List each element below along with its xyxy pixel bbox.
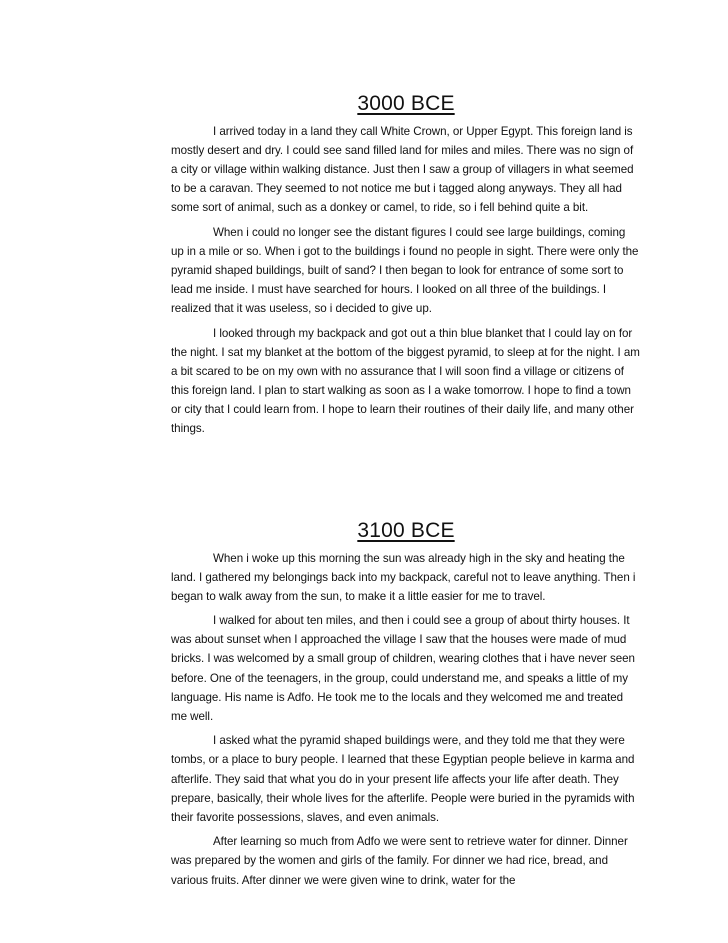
entry-paragraph: When i could no longer see the distant figures I could see large buildings, coming up in a mile or so. When i got to the buildings i found no people in sight. There were only the pyramid shaped buildings, built of sand? I then began to look for entrance of some sort to lead me inside. I must have searched for hours. I looked on all three of the buildings. I realized that it was useless, so i decided to give up. [171,225,639,316]
entry-paragraph: After learning so much from Adfo we were sent to retrieve water for dinner. Dinner was prepared by the women and girls of the family. For dinner we had rice, bread, and various fruits. After dinner we were given wine to drink, water for the [171,835,628,887]
entry-paragraph: I asked what the pyramid shaped buildings were, and they told me that they were tombs, or a place to bury people. I learned that these Egyptian people believe in karma and afterlife. They said that what you do in your present life affects your life after death. They prepare, basically, their whole lives for the afterlife. People were buried in the pyramids with their favorite possessions, slaves, and even animals. [171,734,635,824]
entry-paragraph: I walked for about ten miles, and then i could see a group of about thirty houses. It was about sunset when I approached the village I saw that the houses were made of mud bricks. I was welcomed by a small group of children, wearing clothes that i have never seen before. One of the teenagers, in the group, could understand me, and speaks a little of my language. His name is Adfo. He took me to the locals and they welcomed me and treated me well. [171,614,635,723]
entry-paragraph: I looked through my backpack and got out a thin blue blanket that I could lay on for the night. I sat my blanket at the bottom of the biggest pyramid, to sleep at for the night. I am a bit scared to be on my own with no assurance that I will soon find a village or citizens of this foreign land. I plan to start walking as soon as I a wake tomorrow. I hope to find a town or city that I could learn from. I hope to learn their routines of their daily life, and many other things. [171,326,640,436]
entry-heading: 3000 BCE [357,92,455,115]
entry-paragraph: When i woke up this morning the sun was already high in the sky and heating the land. I gathered my belongings back into my backpack, careful not to leave anything. Then i began to walk away from the sun, to make it a little easier for me to travel. [171,551,636,603]
journal-entry-3100-bce [171,519,641,890]
entry-heading: 3100 BCE [357,518,455,542]
document-page [171,0,641,895]
journal-entry-3000-bce [171,92,641,439]
entry-paragraph: I arrived today in a land they call White Crown, or Upper Egypt. This foreign land is mostly desert and dry. I could see sand filled land for miles and miles. There was no sign of a city or village within walking distance. Just then I saw a group of villagers in what seemed to be a caravan. They seemed to not notice me but i tagged along anyways. They all had some sort of animal, such as a donkey or camel, to ride, so i fell behind quite a bit. [171,125,634,215]
